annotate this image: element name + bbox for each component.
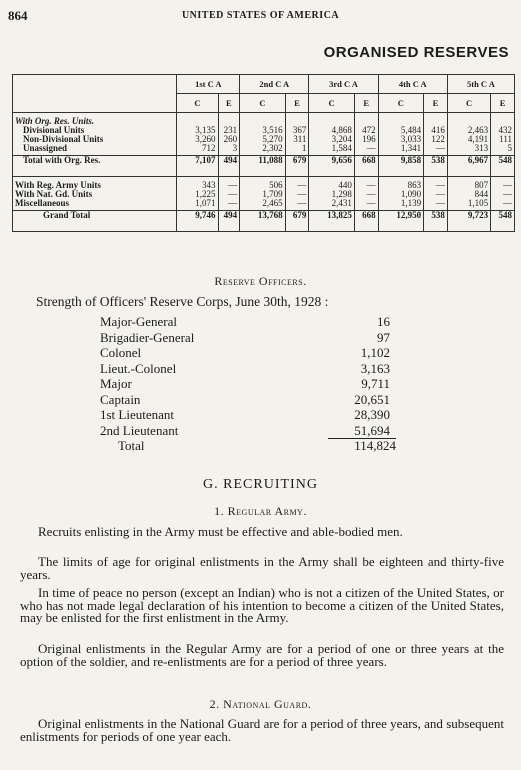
column-subheader: E: [491, 94, 515, 113]
value-cell: 12,950: [378, 211, 423, 232]
rank-count: 3,163: [360, 360, 390, 376]
value-cell: 9,723: [447, 211, 490, 232]
organised-reserves-table: [12, 74, 515, 232]
column-subheader: E: [424, 94, 448, 113]
value-cell: 231 260 3: [218, 113, 240, 156]
subtotal-row: [13, 156, 515, 177]
value-cell: 9,746: [177, 211, 218, 232]
column-subheader: C: [378, 94, 423, 113]
column-group-header: 5th C A: [447, 75, 514, 94]
value-cell: 494: [218, 211, 240, 232]
row-label: Total with Org. Res.: [13, 156, 177, 177]
row-label: Unassigned: [23, 143, 68, 153]
column-group-header: 2nd C A: [240, 75, 309, 94]
value-cell: 367 311 1: [285, 113, 309, 156]
paragraph: Recruits enlisting in the Army must be effective and able-bodied men.: [38, 524, 403, 539]
column-subheader: C: [447, 94, 490, 113]
column-subheader: E: [354, 94, 378, 113]
column-group-header: 1st C A: [177, 75, 240, 94]
value-cell: 4,868 3,204 1,584: [309, 113, 354, 156]
value-cell: 343 1,225 1,071: [177, 177, 218, 211]
rank-count: 1,102: [360, 345, 390, 360]
row-label: Non-Divisional Units: [23, 134, 104, 144]
total-label: Total: [118, 438, 145, 453]
column-subheader: E: [218, 94, 240, 113]
list-item: [100, 361, 400, 377]
value-cell: — — —: [491, 177, 515, 211]
group-title: With Org. Res. Units.: [15, 116, 95, 126]
list-item: [100, 330, 400, 346]
value-cell: 13,825: [309, 211, 354, 232]
value-cell: — — —: [285, 177, 309, 211]
column-subheader: E: [285, 94, 309, 113]
value-cell: 548: [491, 211, 515, 232]
rank-name: Major: [100, 376, 132, 391]
value-cell: 440 1,298 2,431: [309, 177, 354, 211]
value-cell: 3,135 3,260 712: [177, 113, 218, 156]
row-label: Miscellaneous: [15, 198, 69, 208]
value-cell: 13,768: [240, 211, 285, 232]
value-cell: 2,463 4,191 313: [447, 113, 490, 156]
grand-total-row: [13, 211, 515, 232]
value-cell: 506 1,709 2,465: [240, 177, 285, 211]
running-title: UNITED STATES OF AMERICA: [181, 10, 340, 21]
column-subheader: C: [240, 94, 285, 113]
column-subheader: C: [309, 94, 354, 113]
value-cell: 3,516 5,270 2,302: [240, 113, 285, 156]
rank-name: Colonel: [100, 345, 142, 360]
table-corner-cell: [13, 75, 177, 113]
value-cell: — — —: [218, 177, 240, 211]
value-cell: 548: [491, 156, 515, 177]
rank-name: 2nd Lieutenant: [100, 422, 179, 438]
paragraph: Original enlistments in the Regular Army are for a period of one or three years at the option of the soldier, and re-enlistments are for a period of three years.: [20, 641, 504, 669]
paragraph: In time of peace no person (except an Indian) who is not a citizen of the United States, or who has not made legal declaration of his intention to become a citizen of the United States, may be enlisted for the first enlistment in the Army.: [20, 585, 504, 625]
officers-strength-subtitle: Strength of Officers' Reserve Corps, June 30th, 1928 :: [36, 294, 329, 309]
regular-army-heading: 1. Regular Army.: [214, 504, 307, 518]
value-cell: — — —: [354, 177, 378, 211]
value-cell: 6,967: [447, 156, 490, 177]
value-cell: 538: [424, 156, 448, 177]
table-header-row: [13, 75, 515, 94]
list-item: [100, 376, 400, 392]
list-item: [100, 345, 400, 361]
rank-name: Captain: [100, 391, 141, 407]
list-item: [100, 407, 400, 423]
list-item: [100, 423, 400, 439]
rank-count: 9,711: [361, 376, 390, 391]
value-cell: 668: [354, 156, 378, 177]
rank-name: Brigadier-General: [100, 329, 195, 345]
table-row: [13, 113, 515, 156]
row-label-cell: [13, 113, 177, 156]
value-cell: 679: [285, 211, 309, 232]
rank-count: 97: [377, 329, 390, 345]
rank-name: 1st Lieutenant: [100, 407, 175, 422]
value-cell: 668: [354, 211, 378, 232]
rank-count: 20,651: [354, 391, 390, 407]
row-label: Divisional Units: [23, 125, 85, 135]
reserve-officers-heading: Reserve Officers.: [214, 274, 307, 288]
rank-name: Lieut.-Colonel: [100, 360, 177, 376]
value-cell: 679: [285, 156, 309, 177]
row-label: With Nat. Gd. Units: [15, 189, 93, 199]
row-label: Grand Total: [13, 211, 177, 232]
column-group-header: 4th C A: [378, 75, 447, 94]
value-cell: 432 111 5: [491, 113, 515, 156]
page-number: 864: [8, 8, 28, 23]
value-cell: 494: [218, 156, 240, 177]
list-item: [100, 314, 400, 330]
value-cell: 7,107: [177, 156, 218, 177]
total-value: 114,824: [354, 438, 396, 453]
list-item: [100, 392, 400, 408]
rank-count: 16: [377, 314, 390, 329]
column-subheader: C: [177, 94, 218, 113]
value-cell: 472 196 —: [354, 113, 378, 156]
row-label-cell: [13, 177, 177, 211]
rank-name: Major-General: [100, 314, 177, 329]
paragraph: Original enlistments in the National Guard are for a period of three years, and subsequent enlistments for periods of one year each.: [20, 716, 504, 744]
value-cell: 9,858: [378, 156, 423, 177]
column-group-header: 3rd C A: [309, 75, 378, 94]
value-cell: 11,088: [240, 156, 285, 177]
rank-count: 51,694: [354, 422, 390, 438]
officer-rank-list: [100, 314, 400, 438]
paragraph: The limits of age for original enlistments in the Army shall be eighteen and thirty-five years.: [20, 554, 504, 582]
section-heading: ORGANISED RESERVES: [323, 44, 509, 61]
national-guard-heading: 2. National Guard.: [209, 697, 312, 711]
value-cell: 538: [424, 211, 448, 232]
running-head: [8, 8, 513, 24]
row-label: With Reg. Army Units: [15, 180, 101, 190]
value-cell: — — —: [424, 177, 448, 211]
table-row: [13, 177, 515, 211]
value-cell: 416 122 —: [424, 113, 448, 156]
value-cell: 5,484 3,033 1,341: [378, 113, 423, 156]
value-cell: 863 1,090 1,139: [378, 177, 423, 211]
value-cell: 807 844 1,105: [447, 177, 490, 211]
rank-count: 28,390: [354, 407, 390, 422]
value-cell: 9,656: [309, 156, 354, 177]
recruiting-heading: G. RECRUITING: [203, 477, 318, 492]
